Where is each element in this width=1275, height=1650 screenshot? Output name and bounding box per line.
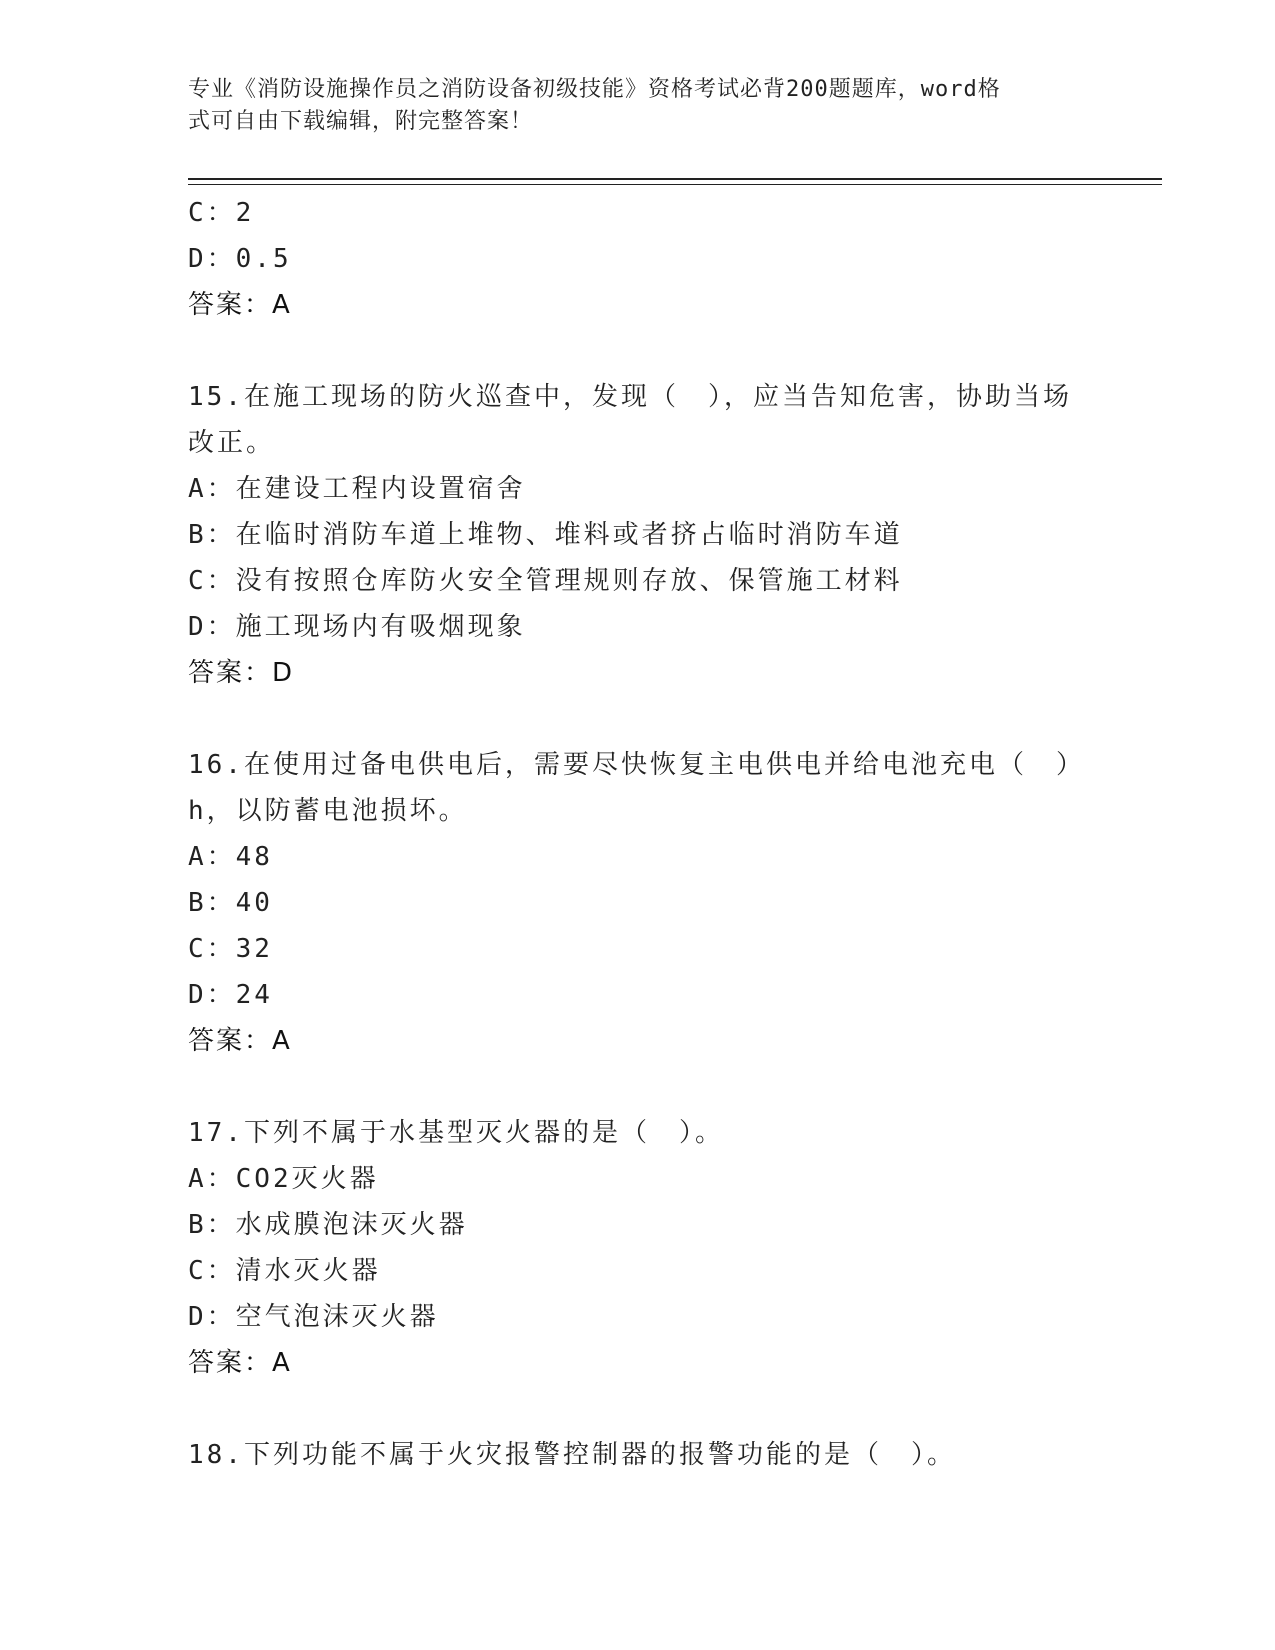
option-d: D：0.5 bbox=[188, 244, 292, 274]
question-stem-line-1: 17.下列不属于水基型灭火器的是（ ）。 bbox=[188, 1118, 724, 1148]
header-divider-thick bbox=[188, 178, 1162, 180]
option-a: A：CO2灭火器 bbox=[188, 1164, 379, 1194]
answer: 答案：A bbox=[188, 1026, 292, 1056]
question-stem-line-2: h，以防蓄电池损坏。 bbox=[188, 796, 468, 826]
option-c: C：32 bbox=[188, 934, 273, 964]
option-c: C：清水灭火器 bbox=[188, 1256, 381, 1286]
question-15 bbox=[188, 374, 1118, 696]
question-stem-line-1: 16.在使用过备电供电后，需要尽快恢复主电供电并给电池充电（ ） bbox=[188, 750, 1085, 780]
option-a: A：48 bbox=[188, 842, 273, 872]
option-d: D：施工现场内有吸烟现象 bbox=[188, 612, 526, 642]
question-content bbox=[188, 190, 1118, 1478]
question-14-tail bbox=[188, 190, 1118, 328]
answer: 答案：D bbox=[188, 658, 295, 688]
question-stem-line-1: 15.在施工现场的防火巡查中，发现（ ），应当告知危害，协助当场 bbox=[188, 382, 1072, 412]
header-line-1: 专业《消防设施操作员之消防设备初级技能》资格考试必背200题题库，word格 bbox=[188, 77, 1001, 102]
spacer bbox=[188, 328, 1118, 374]
spacer bbox=[188, 1386, 1118, 1432]
question-17 bbox=[188, 1110, 1118, 1386]
question-stem-line-2: 改正。 bbox=[188, 428, 276, 458]
option-b: B：水成膜泡沫灭火器 bbox=[188, 1210, 468, 1240]
answer: 答案：A bbox=[188, 1348, 292, 1378]
spacer bbox=[188, 696, 1118, 742]
header-divider-thin bbox=[188, 184, 1162, 185]
option-d: D：24 bbox=[188, 980, 273, 1010]
option-d: D：空气泡沫灭火器 bbox=[188, 1302, 439, 1332]
option-c: C：2 bbox=[188, 198, 255, 228]
option-c: C：没有按照仓库防火安全管理规则存放、保管施工材料 bbox=[188, 566, 903, 596]
question-16 bbox=[188, 742, 1118, 1064]
option-a: A：在建设工程内设置宿舍 bbox=[188, 474, 526, 504]
question-stem-line-1: 18.下列功能不属于火灾报警控制器的报警功能的是（ ）。 bbox=[188, 1440, 956, 1470]
option-b: B：40 bbox=[188, 888, 273, 918]
answer: 答案：A bbox=[188, 290, 292, 320]
option-b: B：在临时消防车道上堆物、堆料或者挤占临时消防车道 bbox=[188, 520, 903, 550]
header-line-2: 式可自由下载编辑，附完整答案！ bbox=[188, 109, 534, 134]
question-18 bbox=[188, 1432, 1118, 1478]
spacer bbox=[188, 1064, 1118, 1110]
document-header bbox=[188, 74, 1068, 138]
